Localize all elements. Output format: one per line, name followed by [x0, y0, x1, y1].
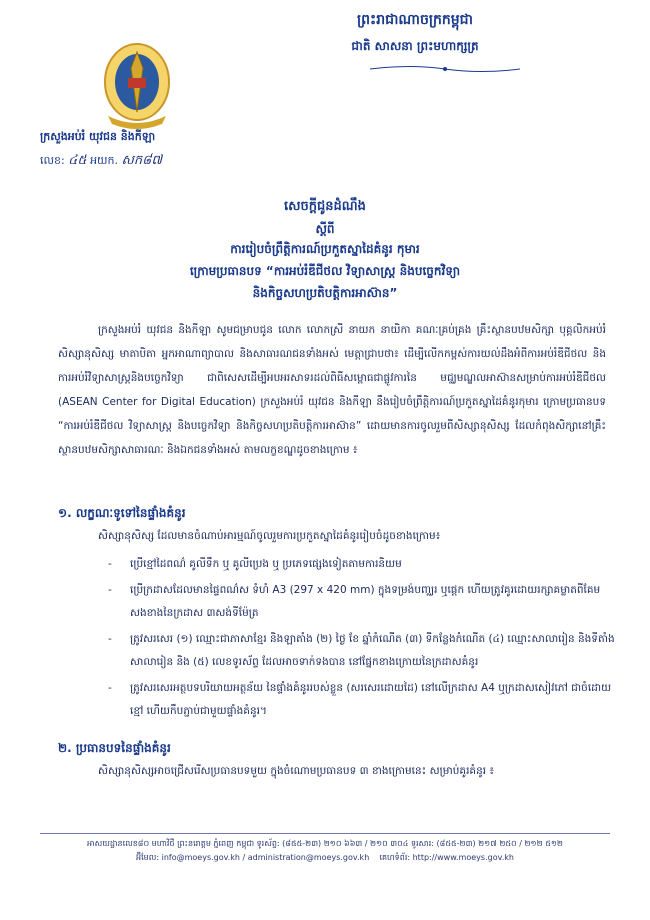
ministry-emblem — [100, 38, 174, 130]
section-1-title: ១. លក្ខណៈទូទៅនៃផ្ទាំងគំនូរ — [58, 506, 186, 520]
section-1-intro: សិស្សានុសិស្ស ដែលមានចំណាប់អារម្មណ៍ចូលរួមការប្រកួតស្នាដៃគំនូររៀបចំដូចខាងក្រោម៖ — [98, 530, 441, 542]
list-item: - ត្រូវសរសេរអត្ថបទបរិយាយអត្ថន័យ នៃផ្ទាំងគំនូររបស់ខ្លួន (សរសេរដោយដៃ) នៅលើក្រដាស A4 ឬក្រដាសសៀវភៅ ជាចំដោយខ្មៅ ហើយកឹបភ្ជាប់ជាមួយផ្ទាំងគំនូរ។ — [108, 682, 612, 717]
footer-divider — [40, 833, 610, 834]
letter-no-code: សក៨៧ — [121, 153, 163, 168]
letter-no-suffix: អយក. — [90, 154, 119, 167]
notice-subject-line1: ការរៀបចំព្រឹត្តិការណ៍ប្រកួតស្នាដៃគំនូរ កុមារ — [230, 242, 420, 256]
footer-email[interactable]: info@moeys.gov.kh / administration@moeys.gov.kh — [161, 853, 370, 862]
letter-number — [40, 152, 162, 171]
list-item: - ប្រើខ្មៅដៃពណ៌ គូលីទឹក ឬ គូលីប្រេង ឬ ប្រភេទផ្សេងទៀតតាមការនិយម — [108, 558, 402, 570]
ornament-divider — [370, 64, 520, 74]
notice-subject-line2: ក្រោមប្រធានបទ “ការអប់រំឌីជីថល វិទ្យាសាស្ត្រ និងបច្ចេកវិទ្យា — [189, 264, 461, 278]
list-item: - ប្រើក្រដាសដែលមានផ្ទៃពណ៌ស ទំហំ A3 (297 x 420 mm) ក្នុងទម្រង់បញ្ឈរ ឬផ្តេក ហើយត្រូវគូរដោយរក្សាគម្លាតពីគែមសងខាងនៃក្រដាស ៣សង់ទីម៉ែត្រ — [108, 584, 601, 619]
intro-paragraph: ក្រសួងអប់រំ យុវជន និងកីឡា សូមជម្រាបជូន លោក លោកស្រី នាយក នាយិកា គណៈគ្រប់គ្រង គ្រឹះស្ថានបឋមសិក្សា បុគ្គលិកអប់រំ សិស្សានុសិស្ស មាតាបិតា អ្នកអាណាព្យាបាល និងសាធារណជនទាំងអស់ មេត្តាជ្រាបថា៖ ដើម្បីលើកកម្ពស់ការយល់ដឹងអំពីការអប់រំឌីជីថល និងការអប់រំវិទ្យាសាស្ត្រនិងបច្ចេកវិទ្យា ជាពិសេសដើម្បីអបអរសាទរដល់ពិធីសម្ពោធជាផ្លូវការនៃ មជ្ឈមណ្ឌលអាស៊ានសម្រាប់ការអប់រំឌីជីថល (ASEAN Center for Digital Education) ក្រសួងអប់រំ យុវជន និងកីឡា នឹងរៀបចំព្រឹត្តិការណ៍ប្រកួតស្នាដៃគំនូរកុមារ ក្រោមប្រធានបទ “ការអប់រំឌីជីថល វិទ្យាសាស្ត្រ និងបច្ចេកវិទ្យា និងកិច្ចសហប្រតិបត្តិការអាស៊ាន” ដោយមានការចូលរួមពីសិស្សានុសិស្ស ដែលកំពុងសិក្សានៅគ្រឹះស្ថានបឋមសិក្សាសាធារណៈ និងឯកជនទាំងអស់ តាមលក្ខខណ្ឌដូចខាងក្រោម ៖ — [58, 324, 606, 456]
section-2-text: សិស្សានុសិស្សអាចជ្រើសរើសប្រធានបទមួយ ក្នុងចំណោមប្រធានបទ ៣ ខាងក្រោមនេះ សម្រាប់គូរគំនូរ ៖ — [98, 765, 495, 777]
requirements-list — [100, 553, 620, 726]
footer-contacts — [40, 852, 610, 864]
footer-email-label: អ៊ីមែល: — [136, 853, 160, 862]
letter-no-label: លេខ: — [40, 154, 65, 167]
kingdom-title: ព្រះរាជាណាចក្រកម្ពុជា — [356, 12, 473, 28]
footer-web-label: គេហទំព័រ: — [379, 853, 411, 862]
footer-web[interactable]: http://www.moeys.gov.kh — [412, 853, 514, 862]
section-2-title: ២. ប្រធានបទនៃផ្ទាំងគំនូរ — [58, 741, 171, 755]
national-motto: ជាតិ សាសនា ព្រះមហាក្សត្រ — [351, 39, 479, 53]
list-item: - ត្រូវសរសេរ (១) ឈ្មោះជាភាសាខ្មែរ និងឡាតាំង (២) ថ្ងៃ ខែ ឆ្នាំកំណើត (៣) ទីកន្លែងកំណើត (៤) ឈ្មោះសាលារៀន និងទីតាំងសាលារៀន និង (៥) លេខទូរស័ព្ទ ដែលអាចទាក់ទងបាន នៅផ្នែកខាងក្រោយនៃក្រដាសគំនូរ — [108, 633, 615, 668]
notice-title: សេចក្តីជូនដំណឹង — [284, 199, 366, 214]
letter-no-value: ៤៥ — [68, 153, 87, 168]
notice-subject-label: ស្តីពី — [315, 222, 335, 236]
footer-address: អាសយដ្ឋានលេខ៨០ មហាវិថី ព្រះនរោត្តម ភ្នំពេញ កម្ពុជា ទូរស័ព្ទ: (៨៥៥-២៣) ២១០ ៦៦៣ / ២១០ ៣០៤ ទូរសារ: (៨៥៥-២៣) ២១៧ ២៥០ / ២១២ ៥១២ — [87, 839, 563, 848]
ministry-name: ក្រសួងអប់រំ យុវជន និងកីឡា — [40, 130, 156, 143]
notice-subject-line3: និងកិច្ចសហប្រតិបត្តិការអាស៊ាន” — [252, 286, 398, 300]
